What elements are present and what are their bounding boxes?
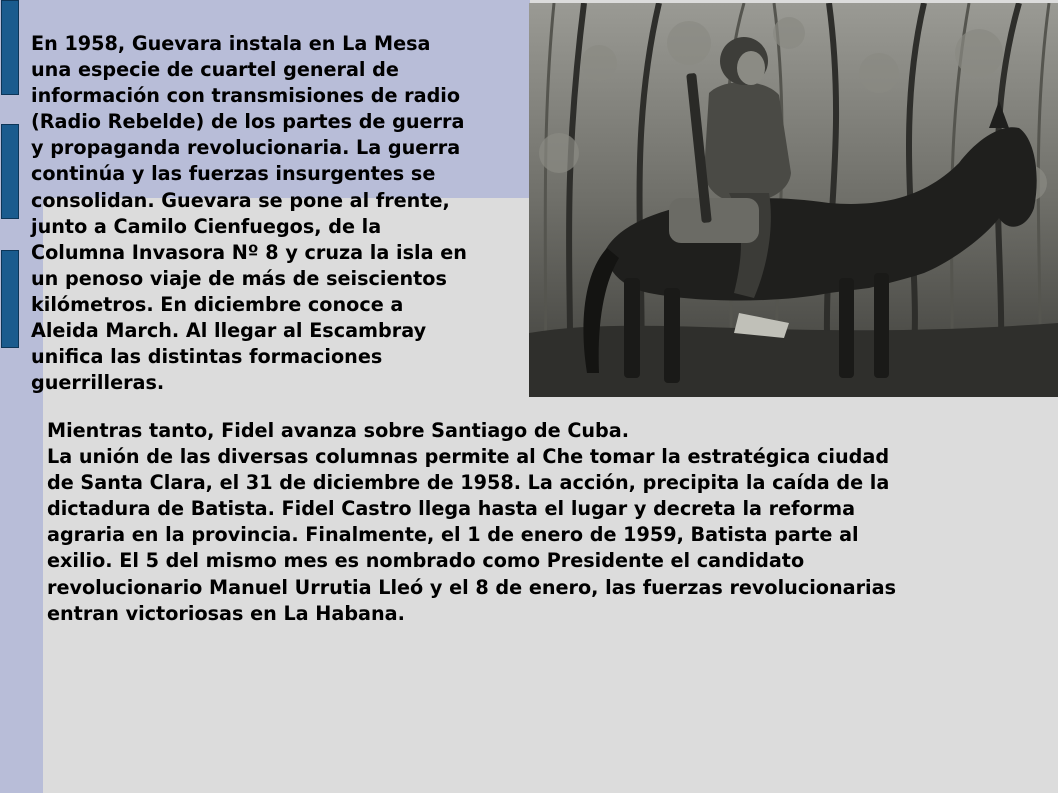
text-line: entran victoriosas en La Habana. — [47, 601, 405, 625]
text-line: (Radio Rebelde) de los partes de guerra — [31, 110, 465, 134]
text-line: unifica las distintas formaciones — [31, 345, 383, 369]
text-line: dictadura de Batista. Fidel Castro llega hasta el lugar y decreta la reforma — [47, 497, 856, 521]
text-line: y propaganda revolucionaria. La guerra — [31, 136, 461, 160]
text-line: un penoso viaje de más de seiscientos — [31, 266, 447, 290]
text-line: consolidan. Guevara se pone al frente, — [31, 188, 450, 212]
text-line: agraria en la provincia. Finalmente, el 1 de enero de 1959, Batista parte al — [47, 523, 859, 547]
text-line: información con transmisiones de radio — [31, 84, 461, 108]
text-line: Mientras tanto, Fidel avanza sobre Santiago de Cuba. — [47, 419, 630, 442]
text-line: exilio. El 5 del mismo mes es nombrado como Presidente el candidato — [47, 549, 805, 573]
paragraph-top — [31, 31, 525, 396]
paragraph-bottom — [47, 418, 1042, 627]
text-line: Aleida March. Al llegar al Escambray — [31, 319, 427, 343]
text-line: La unión de las diversas columnas permite al Che tomar la estratégica ciudad — [47, 445, 890, 469]
text-line: junto a Camilo Cienfuegos, de la — [31, 214, 382, 238]
side-tab-3 — [1, 250, 19, 348]
text-line: revolucionario Manuel Urrutia Lleó y el 8 de enero, las fuerzas revolucionarias — [47, 575, 896, 599]
photo-man-on-horse — [529, 3, 1058, 397]
text-line: kilómetros. En diciembre conoce a — [31, 292, 404, 316]
side-tab-1 — [1, 0, 19, 95]
text-line: una especie de cuartel general de — [31, 58, 399, 82]
text-line: continúa y las fuerzas insurgentes se — [31, 162, 436, 186]
text-line: Columna Invasora Nº 8 y cruza la isla en — [31, 240, 467, 264]
text-line: de Santa Clara, el 31 de diciembre de 1958. La acción, precipita la caída de la — [47, 471, 890, 495]
side-tab-2 — [1, 124, 19, 219]
text-line: En 1958, Guevara instala en La Mesa — [31, 32, 431, 55]
text-line: guerrilleras. — [31, 371, 165, 395]
